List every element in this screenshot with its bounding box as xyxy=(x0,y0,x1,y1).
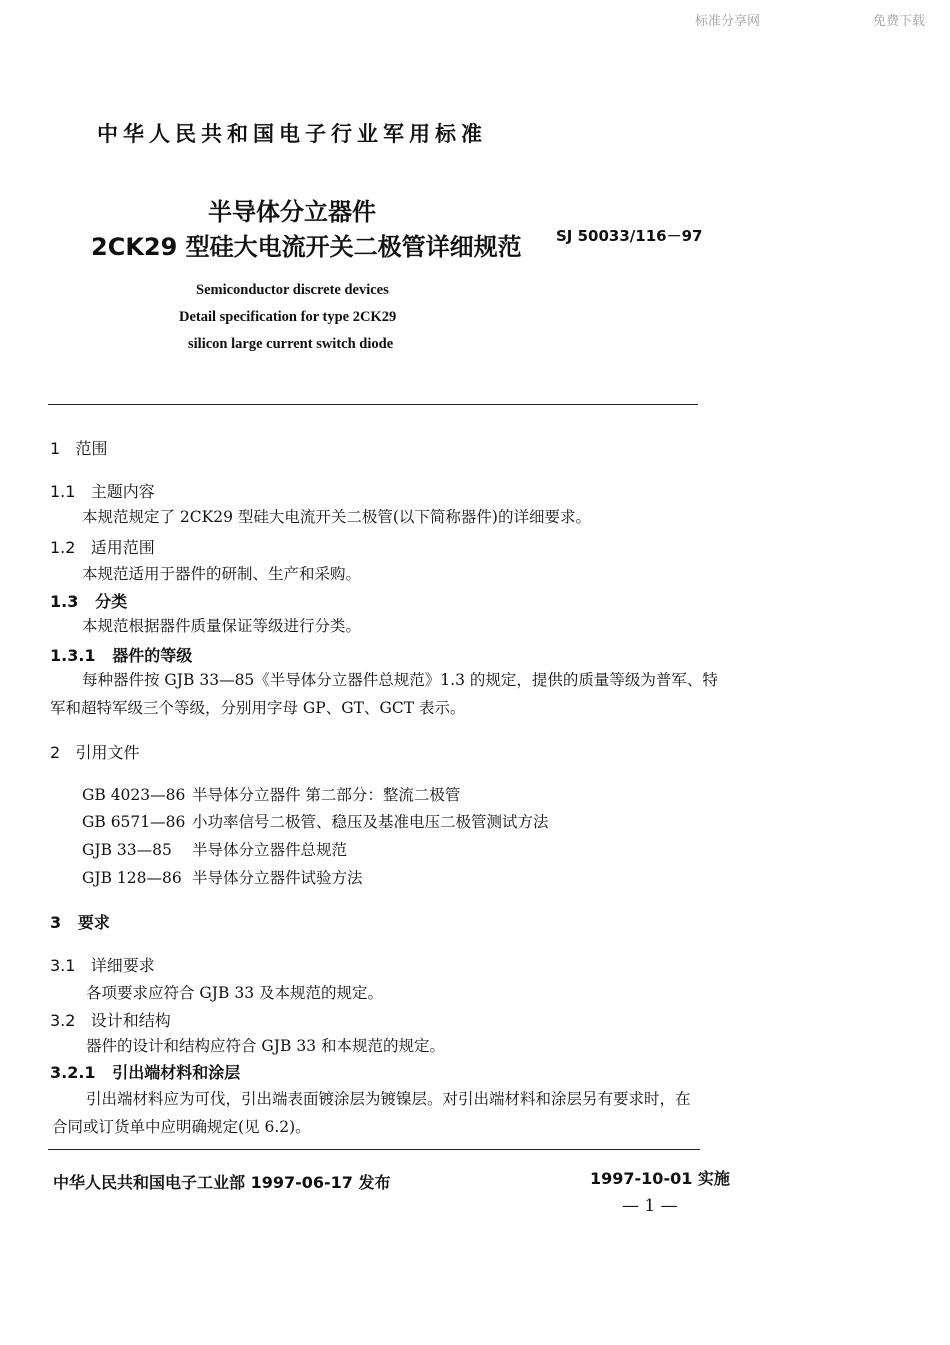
section-3-2-text: 器件的设计和结构应符合 GJB 33 和本规范的规定。 xyxy=(86,1037,445,1055)
section-title: 范围 xyxy=(75,439,108,458)
section-number: 1.1 xyxy=(50,482,76,501)
standard-code: SJ 50033/116－97 xyxy=(556,227,703,245)
title-line-2: 2CK29 型硅大电流开关二极管详细规范 xyxy=(91,233,522,261)
reference-title: 小功率信号二极管、稳压及基准电压二极管测试方法 xyxy=(192,813,549,831)
reference-code: GB 6571—86 xyxy=(82,813,186,831)
english-title-1: Semiconductor discrete devices xyxy=(196,282,389,298)
section-title: 分类 xyxy=(95,592,128,611)
section-title: 引出端材料和涂层 xyxy=(112,1063,241,1082)
section-3-2-heading xyxy=(50,1008,171,1031)
reference-code: GJB 128—86 xyxy=(82,869,182,887)
watermark-right: 免费下载 xyxy=(873,14,926,29)
section-3-2-1-text-2: 合同或订货单中应明确规定(见 6.2)。 xyxy=(52,1118,311,1136)
watermark-left: 标准分享网 xyxy=(695,14,761,29)
reference-row xyxy=(82,838,347,860)
section-number: 1.3 xyxy=(50,592,79,611)
section-1-3-heading xyxy=(50,589,127,612)
section-number: 1.2 xyxy=(50,538,76,557)
section-title: 要求 xyxy=(77,913,110,932)
section-1-1-text: 本规范规定了 2CK29 型硅大电流开关二极管(以下简称器件)的详细要求。 xyxy=(82,508,591,526)
section-1-2-heading xyxy=(50,535,155,558)
section-3-heading xyxy=(50,910,110,933)
reference-title: 半导体分立器件试验方法 xyxy=(192,869,363,887)
english-title-2: Detail specification for type 2CK29 xyxy=(179,309,397,325)
english-title-3: silicon large current switch diode xyxy=(188,336,394,352)
section-1-2-text: 本规范适用于器件的研制、生产和采购。 xyxy=(82,565,362,583)
reference-row xyxy=(82,783,460,805)
section-1-3-1-text-2: 军和超特军级三个等级，分别用字母 GP、GT、GCT 表示。 xyxy=(50,699,466,717)
header-divider xyxy=(48,404,698,405)
section-title: 引用文件 xyxy=(75,743,140,762)
reference-row xyxy=(82,810,549,832)
section-3-1-text: 各项要求应符合 GJB 33 及本规范的规定。 xyxy=(86,984,383,1002)
section-3-2-1-text-1: 引出端材料应为可伐，引出端表面镀涂层为镀镍层。对引出端材料和涂层另有要求时，在 xyxy=(86,1090,691,1108)
section-number: 3.2.1 xyxy=(50,1063,96,1082)
reference-title: 半导体分立器件总规范 xyxy=(192,841,348,859)
section-number: 1.3.1 xyxy=(50,646,96,665)
section-2-heading xyxy=(50,740,139,763)
reference-row xyxy=(82,866,363,888)
section-title: 器件的等级 xyxy=(112,646,193,665)
section-1-heading xyxy=(50,436,107,459)
section-number: 1 xyxy=(50,439,61,458)
section-number: 3 xyxy=(50,913,62,932)
title-line-1: 半导体分立器件 xyxy=(208,198,376,226)
effective-date: 1997-10-01 实施 xyxy=(590,1169,730,1188)
section-title: 详细要求 xyxy=(90,956,155,975)
section-number: 3.1 xyxy=(50,956,76,975)
section-number: 2 xyxy=(50,743,61,762)
section-title: 主题内容 xyxy=(90,482,155,501)
issue-info: 中华人民共和国电子工业部 1997-06-17 发布 xyxy=(53,1173,391,1192)
reference-code: GJB 33—85 xyxy=(82,841,172,859)
footer-divider xyxy=(48,1149,700,1150)
reference-title: 半导体分立器件 第二部分：整流二极管 xyxy=(192,786,461,804)
issuing-organization: 中华人民共和国电子行业军用标准 xyxy=(97,122,487,146)
section-1-1-heading xyxy=(50,479,155,502)
section-1-3-text: 本规范根据器件质量保证等级进行分类。 xyxy=(82,617,362,635)
section-number: 3.2 xyxy=(50,1011,76,1030)
section-title: 设计和结构 xyxy=(90,1011,171,1030)
reference-code: GB 4023—86 xyxy=(82,786,186,804)
section-3-1-heading xyxy=(50,953,155,976)
section-1-3-1-text-1: 每种器件按 GJB 33—85《半导体分立器件总规范》1.3 的规定，提供的质量等级为普军、特 xyxy=(82,671,718,689)
page-number: — 1 — xyxy=(622,1196,678,1216)
section-1-3-1-heading xyxy=(50,643,192,666)
section-title: 适用范围 xyxy=(90,538,155,557)
section-3-2-1-heading xyxy=(50,1060,240,1083)
